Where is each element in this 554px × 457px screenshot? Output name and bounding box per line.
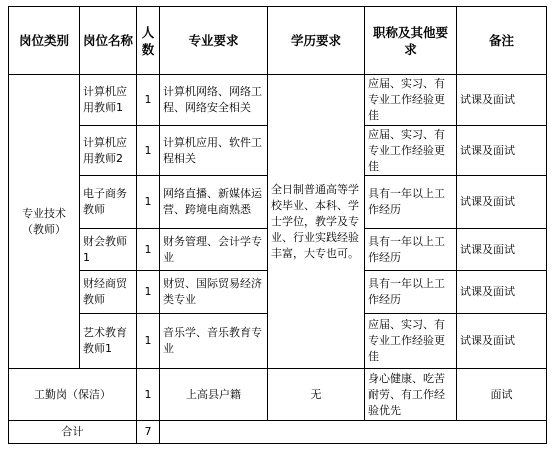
note-cell: 试课及面试 bbox=[457, 229, 547, 271]
header-title-requirement: 职称及其他要求 bbox=[365, 7, 457, 75]
header-row bbox=[9, 7, 547, 75]
header-note: 备注 bbox=[457, 7, 547, 75]
position-cell: 计算机应用教师2 bbox=[80, 126, 137, 176]
labor-major-cell: 上高县户籍 bbox=[160, 369, 268, 421]
note-cell: 试课及面试 bbox=[457, 271, 547, 314]
labor-note-cell: 面试 bbox=[457, 369, 547, 421]
note-cell: 试课及面试 bbox=[457, 126, 547, 176]
total-empty-cell bbox=[160, 421, 547, 444]
header-major: 专业要求 bbox=[160, 7, 268, 75]
position-cell: 财经商贸教师 bbox=[80, 271, 137, 314]
education-cell: 全日制普通高等学校毕业、本科、学士学位，教学及专业、行业实践经验丰富，大专也可。 bbox=[268, 75, 365, 369]
title-requirement-cell: 应届、实习、有专业工作经验更佳 bbox=[365, 75, 457, 126]
total-label-cell: 合计 bbox=[9, 421, 137, 444]
count-cell: 1 bbox=[137, 126, 160, 176]
header-education: 学历要求 bbox=[268, 7, 365, 75]
count-cell: 1 bbox=[137, 176, 160, 229]
total-count-cell: 7 bbox=[137, 421, 160, 444]
note-cell: 试课及面试 bbox=[457, 176, 547, 229]
title-requirement-cell: 具有一年以上工作经历 bbox=[365, 271, 457, 314]
category-cell: 专业技术（教师） bbox=[9, 75, 80, 369]
labor-count-cell: 1 bbox=[137, 369, 160, 421]
labor-title-requirement-cell: 身心健康、吃苦耐劳、有工作经验优先 bbox=[365, 369, 457, 421]
major-cell: 计算机网络、网络工程、网络安全相关 bbox=[160, 75, 268, 126]
major-cell: 网络直播、新媒体运营、跨境电商熟悉 bbox=[160, 176, 268, 229]
header-category: 岗位类别 bbox=[9, 7, 80, 75]
note-cell: 试课及面试 bbox=[457, 314, 547, 369]
major-cell: 音乐学、音乐教育专业 bbox=[160, 314, 268, 369]
title-requirement-cell: 应届、实习、有专业工作经验更佳 bbox=[365, 126, 457, 176]
count-cell: 1 bbox=[137, 229, 160, 271]
major-cell: 计算机应用、软件工程相关 bbox=[160, 126, 268, 176]
major-cell: 财贸、国际贸易经济类专业 bbox=[160, 271, 268, 314]
title-requirement-cell: 应届、实习、有专业工作经验更佳 bbox=[365, 314, 457, 369]
total-row bbox=[9, 421, 547, 444]
header-position: 岗位名称 bbox=[80, 7, 137, 75]
count-cell: 1 bbox=[137, 75, 160, 126]
labor-row bbox=[9, 369, 547, 421]
title-requirement-cell: 具有一年以上工作经历 bbox=[365, 229, 457, 271]
labor-education-cell: 无 bbox=[268, 369, 365, 421]
header-count: 人数 bbox=[137, 7, 160, 75]
position-cell: 计算机应用教师1 bbox=[80, 75, 137, 126]
count-cell: 1 bbox=[137, 271, 160, 314]
count-cell: 1 bbox=[137, 314, 160, 369]
note-cell: 试课及面试 bbox=[457, 75, 547, 126]
labor-category-cell: 工勤岗（保洁） bbox=[9, 369, 137, 421]
position-cell: 电子商务教师 bbox=[80, 176, 137, 229]
major-cell: 财务管理、会计学专业 bbox=[160, 229, 268, 271]
title-requirement-cell: 具有一年以上工作经历 bbox=[365, 176, 457, 229]
table-row bbox=[9, 75, 547, 126]
position-cell: 艺术教育教师1 bbox=[80, 314, 137, 369]
position-cell: 财会教师1 bbox=[80, 229, 137, 271]
recruitment-table bbox=[8, 6, 547, 444]
